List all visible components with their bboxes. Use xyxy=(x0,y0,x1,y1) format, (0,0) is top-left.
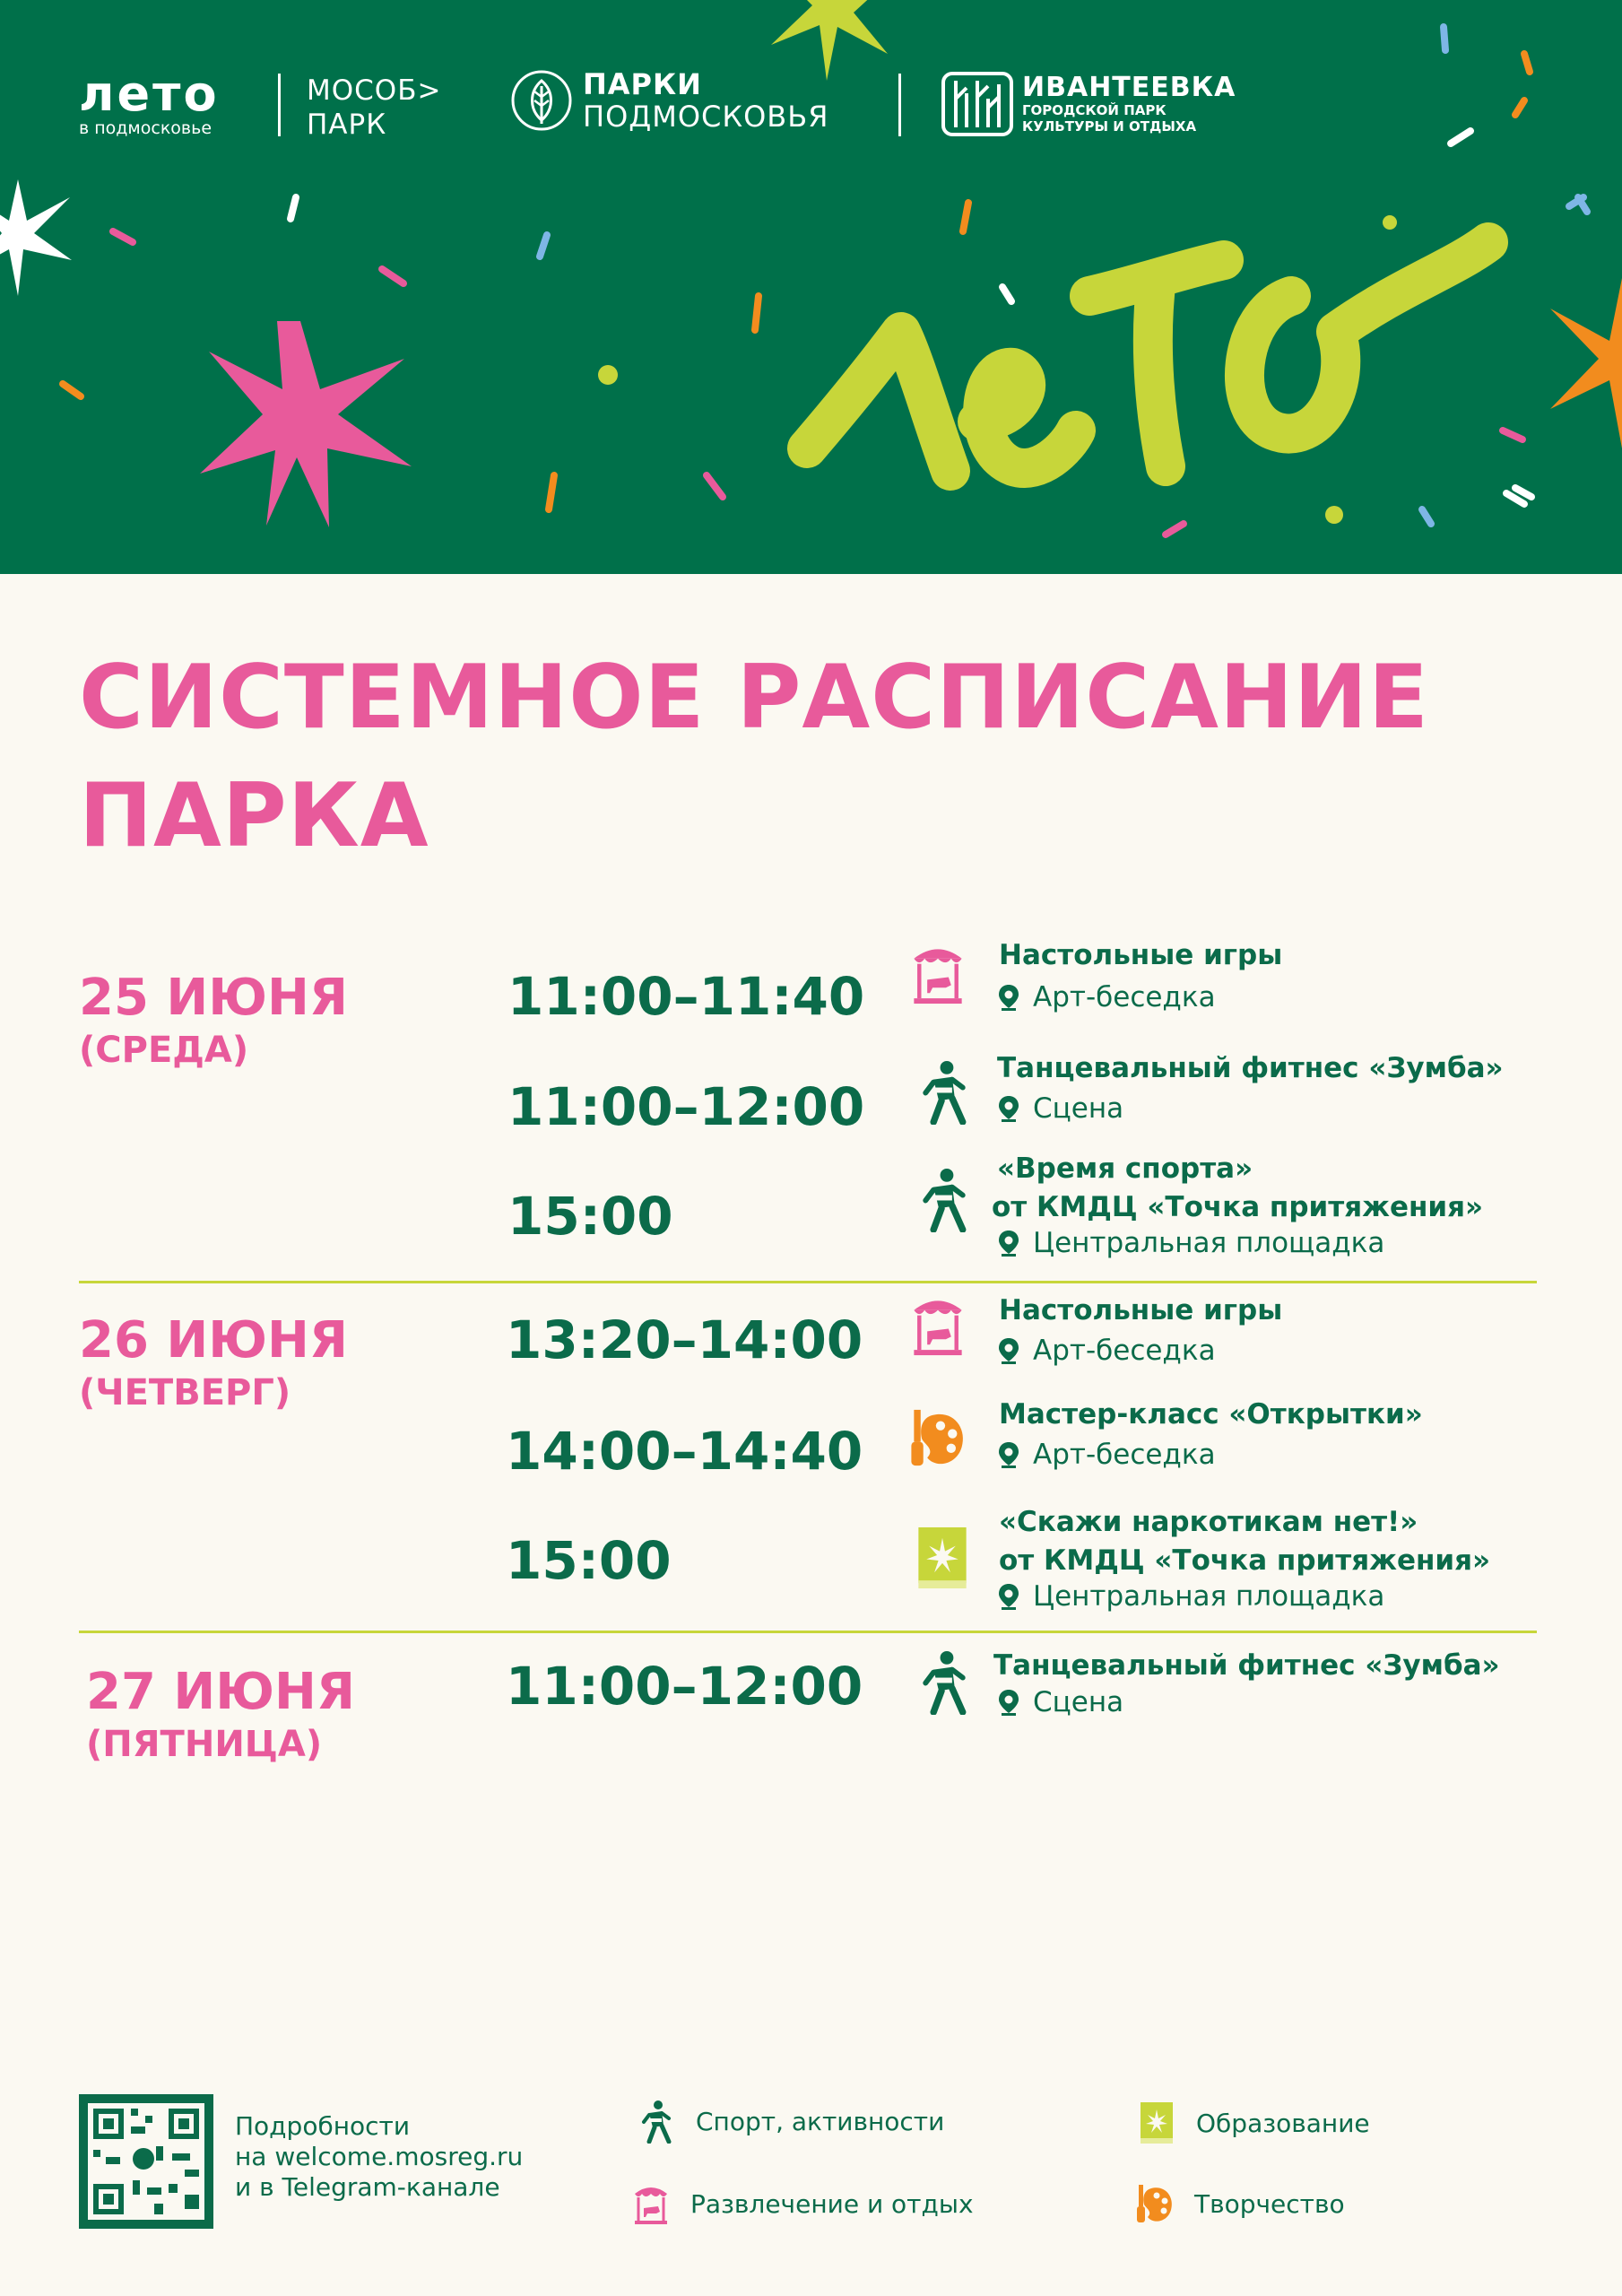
event-location-label: Арт-беседка xyxy=(1033,1335,1216,1367)
location-pin-icon xyxy=(997,1094,1020,1123)
footer-info-line: и в Telegram-канале xyxy=(235,2172,500,2202)
event-title: «Скажи наркотикам нет!» xyxy=(999,1506,1418,1538)
carousel-icon xyxy=(908,940,967,1006)
location-pin-icon xyxy=(997,1582,1020,1611)
running-person-icon xyxy=(915,1166,974,1232)
event-location-label: Арт-беседка xyxy=(1033,981,1216,1013)
header-banner xyxy=(0,0,1622,574)
running-person-icon xyxy=(915,1058,974,1125)
event-title: Танцевальный фитнес «Зумба» xyxy=(993,1649,1500,1682)
location-pin-icon xyxy=(997,1688,1020,1717)
event-location xyxy=(997,981,1216,1013)
event-time: 15:00 xyxy=(507,1186,673,1247)
day-weekday: (ЧЕТВЕРГ) xyxy=(79,1372,291,1413)
leto-logo-subtitle: в подмосковье xyxy=(79,118,213,138)
book-sparkle-icon xyxy=(913,1525,972,1591)
event-title: «Время спорта» xyxy=(997,1152,1253,1185)
location-pin-icon xyxy=(997,1229,1020,1257)
palette-brush-icon xyxy=(908,1405,967,1471)
event-title: Настольные игры xyxy=(999,939,1283,971)
event-title: от КМДЦ «Точка притяжения» xyxy=(999,1544,1491,1577)
logo-divider xyxy=(898,74,901,136)
day-date: 25 ИЮНЯ xyxy=(79,969,349,1027)
event-location-label: Арт-беседка xyxy=(1033,1439,1216,1471)
leto-logo xyxy=(79,65,220,138)
mosoblpark-logo xyxy=(307,74,441,142)
running-person-icon xyxy=(637,2099,676,2144)
location-pin-icon xyxy=(997,983,1020,1012)
event-location xyxy=(997,1580,1384,1613)
day-divider xyxy=(79,1281,1537,1283)
event-location-label: Сцена xyxy=(1033,1092,1124,1125)
ivanteevka-logo-line2: ГОРОДСКОЙ ПАРК xyxy=(1022,102,1167,118)
footer-info-line[interactable]: на welcome.mosreg.ru xyxy=(235,2142,524,2171)
legend-education xyxy=(1137,2100,1370,2145)
event-time: 15:00 xyxy=(506,1530,672,1591)
location-pin-icon xyxy=(997,1336,1020,1365)
day-weekday: (ПЯТНИЦА) xyxy=(86,1724,323,1765)
summer-lettering xyxy=(807,242,1488,471)
qr-code[interactable] xyxy=(79,2094,213,2229)
leaf-circle-icon xyxy=(509,68,574,133)
day-divider xyxy=(79,1631,1537,1633)
leto-logo-title: лето xyxy=(79,65,220,122)
event-title: Танцевальный фитнес «Зумба» xyxy=(997,1052,1504,1084)
mosoblpark-logo-line1: МОСОБ> xyxy=(307,74,442,107)
event-location-label: Центральная площадка xyxy=(1033,1227,1385,1259)
parki-podmoskovya-logo xyxy=(509,68,828,133)
legend-label: Творчество xyxy=(1194,2188,1345,2219)
carousel-icon xyxy=(908,1292,967,1358)
trees-icon xyxy=(941,72,1013,136)
footer-info xyxy=(235,2111,523,2203)
page-title-line2: ПАРКА xyxy=(79,765,429,867)
page-title xyxy=(79,639,1603,875)
event-title: Настольные игры xyxy=(999,1294,1283,1326)
legend-label: Образование xyxy=(1196,2108,1370,2138)
footer-info-line: Подробности xyxy=(235,2111,411,2141)
legend-label: Развлечение и отдых xyxy=(690,2188,974,2219)
day-date: 26 ИЮНЯ xyxy=(79,1311,349,1370)
parki-logo-line1: ПАРКИ xyxy=(583,67,702,101)
event-title: Мастер-класс «Открытки» xyxy=(999,1398,1423,1431)
carousel-icon xyxy=(631,2181,671,2226)
day-date: 27 ИЮНЯ xyxy=(86,1663,356,1721)
mosoblpark-logo-line2: ПАРК xyxy=(307,109,387,141)
qr-code-image xyxy=(79,2094,213,2229)
event-time: 11:00–12:00 xyxy=(507,1076,865,1137)
legend-creativity xyxy=(1135,2181,1345,2226)
event-time: 14:00–14:40 xyxy=(506,1421,863,1482)
book-sparkle-icon xyxy=(1137,2100,1176,2145)
event-location xyxy=(997,1092,1123,1125)
ivanteevka-logo xyxy=(941,72,1236,136)
logo-divider xyxy=(278,74,281,136)
ivanteevka-logo-line1: ИВАНТЕЕВКА xyxy=(1022,72,1236,103)
event-location xyxy=(997,1439,1216,1471)
event-location xyxy=(997,1335,1216,1367)
running-person-icon xyxy=(915,1648,974,1715)
page-title-line1: СИСТЕМНОЕ РАСПИСАНИЕ xyxy=(79,647,1429,749)
day-weekday: (СРЕДА) xyxy=(79,1030,249,1071)
event-location xyxy=(997,1227,1384,1259)
legend-entertainment xyxy=(631,2181,974,2226)
parki-logo-line2: ПОДМОСКОВЬЯ xyxy=(583,100,829,134)
partner-logos xyxy=(0,0,1622,179)
ivanteevka-logo-line3: КУЛЬТУРЫ И ОТДЫХА xyxy=(1022,118,1197,135)
event-location-label: Сцена xyxy=(1033,1686,1124,1718)
event-time: 11:00–11:40 xyxy=(507,966,865,1027)
event-time: 11:00–12:00 xyxy=(506,1656,863,1717)
event-time: 13:20–14:00 xyxy=(506,1309,863,1370)
legend-sport xyxy=(637,2099,944,2144)
legend-label: Спорт, активности xyxy=(696,2106,945,2136)
event-location xyxy=(997,1686,1123,1718)
location-pin-icon xyxy=(997,1440,1020,1469)
event-location-label: Центральная площадка xyxy=(1033,1580,1385,1613)
palette-brush-icon xyxy=(1135,2181,1175,2226)
event-title: от КМДЦ «Точка притяжения» xyxy=(992,1191,1484,1223)
